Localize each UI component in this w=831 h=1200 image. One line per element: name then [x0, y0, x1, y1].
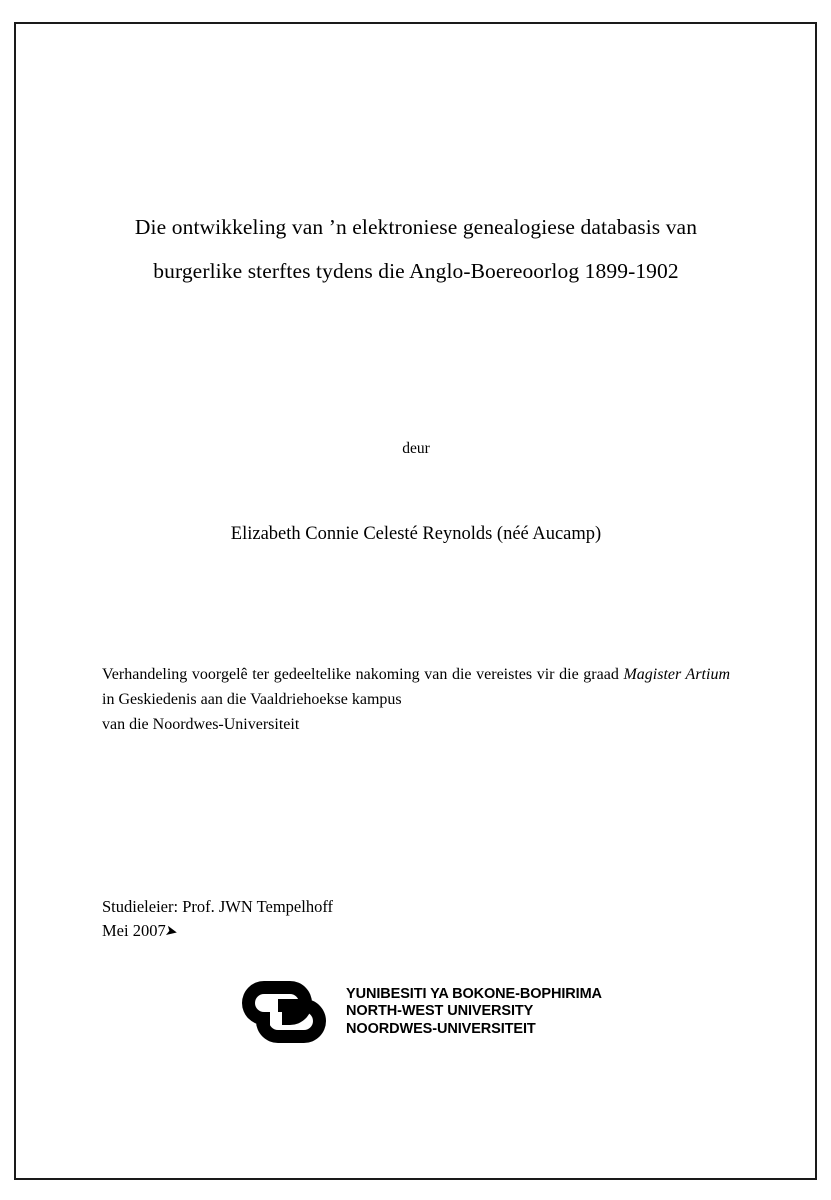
page-content [96, 40, 736, 1160]
page-title [96, 205, 736, 293]
handwritten-mark-icon: ➤ [163, 922, 180, 942]
by-label: deur [402, 440, 430, 457]
statement-part-2: in Geskiedenis aan die Vaaldriehoekse kampus [102, 691, 402, 708]
degree-name: Magister Artium [623, 666, 731, 683]
logo-line-1: YUNIBESITI YA BOKONE-BOPHIRIMA [346, 985, 602, 1002]
logo-line-2: NORTH-WEST UNIVERSITY [346, 1003, 534, 1020]
author-name: Elizabeth Connie Celesté Reynolds (néé Aucamp) [230, 524, 602, 544]
statement-part-1: Verhandeling voorgelê ter gedeeltelike nakoming van die vereistes vir die graad [102, 666, 624, 683]
supervisor-line: Studieleier: Prof. JWN Tempelhoff [102, 897, 334, 916]
north-west-university-logo-icon [230, 975, 338, 1049]
statement-part-3: van die Noordwes-Universiteit [102, 716, 300, 733]
university-logo-text [346, 986, 602, 1039]
degree-statement [102, 662, 730, 737]
supervisor-block [102, 895, 730, 943]
date-line: Mei 2007 [102, 921, 166, 940]
degree-statement-paragraph [102, 662, 730, 712]
date-block [102, 919, 180, 943]
title-line-2: burgerlike sterftes tydens die Anglo-Boereoorlog 1899-1902 [153, 259, 679, 283]
logo-line-3: NOORDWES-UNIVERSITEIT [346, 1020, 536, 1037]
title-line-1: Die ontwikkeling van ’n elektroniese genealogiese databasis van [134, 215, 698, 239]
university-logo [96, 975, 736, 1049]
